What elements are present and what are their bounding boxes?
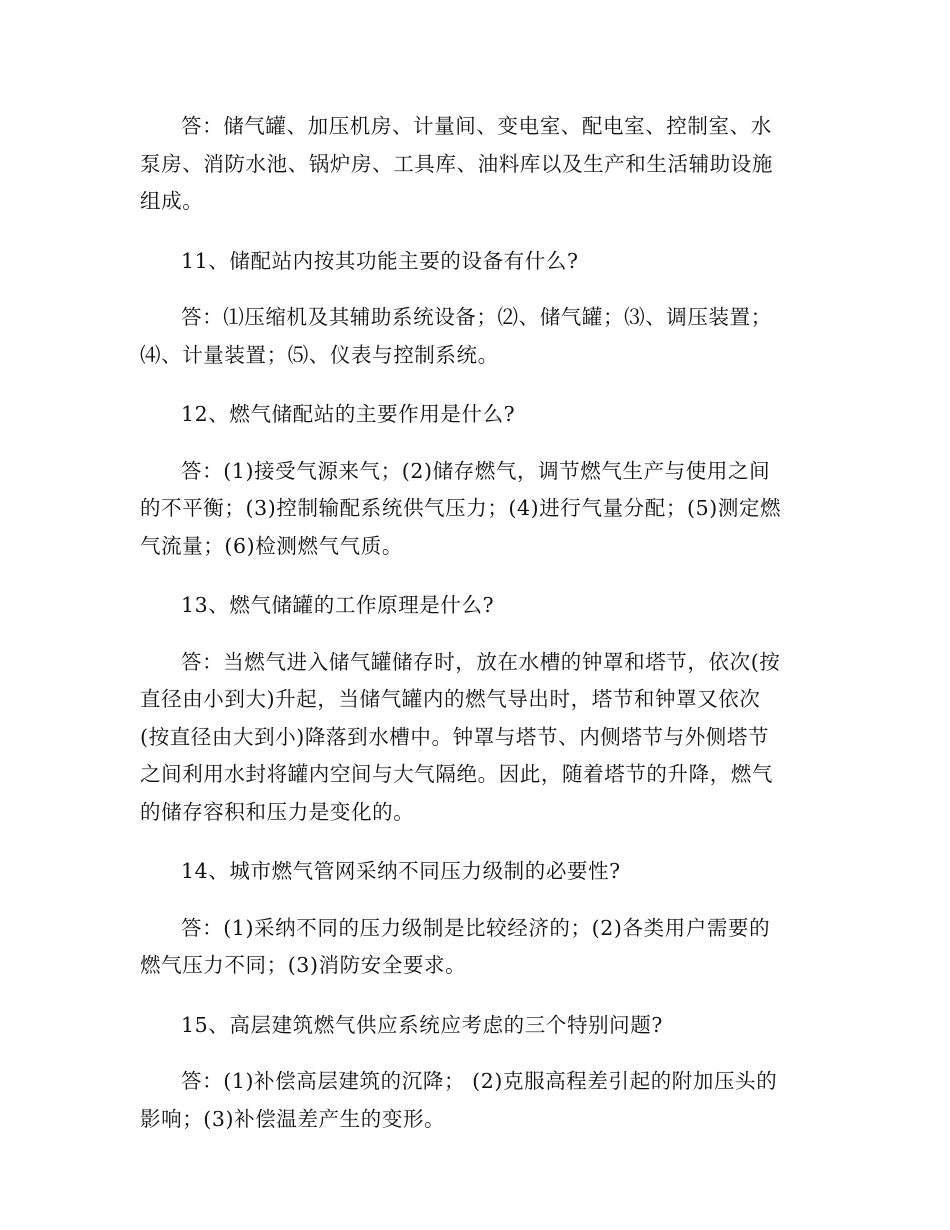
answer-paragraph: [140, 910, 808, 985]
text-line: 答：(1)采纳不同的压力级制是比较经济的；(2)各类用户需要的: [181, 915, 771, 940]
question-paragraph: [140, 853, 808, 891]
text-line: 答：(1)接受气源来气；(2)储存燃气，调节燃气生产与使用之间: [181, 458, 771, 483]
text-line: 的不平衡；(3)控制输配系统供气压力；(4)进行气量分配；(5)测定燃: [140, 496, 782, 520]
question-paragraph: [140, 243, 808, 281]
text-line: 14、城市燃气管网采纳不同压力级制的必要性?: [181, 859, 621, 883]
text-line: 12、燃气储配站的主要作用是什么?: [181, 402, 516, 426]
question-paragraph: [140, 1007, 808, 1045]
text-line: 组成。: [140, 189, 204, 213]
text-line: 燃气压力不同；(3)消防安全要求。: [140, 953, 467, 977]
text-line: 影响；(3)补偿温差产生的变形。: [140, 1106, 446, 1131]
question-paragraph: [140, 396, 808, 434]
document-body: [140, 108, 808, 1160]
text-line: 之间利用水封将罐内空间与大气隔绝。因此，随着塔节的升降，燃气: [140, 762, 773, 786]
text-line: (按直径由大到小)降落到水槽中。钟罩与塔节、内侧塔节与外侧塔节: [140, 724, 770, 749]
text-line: 答：储气罐、加压机房、计量间、变电室、配电室、控制室、水: [181, 114, 772, 138]
answer-paragraph: [140, 453, 808, 566]
answer-paragraph: [140, 108, 808, 221]
text-line: 13、燃气储罐的工作原理是什么?: [181, 593, 495, 617]
text-line: 泵房、消防水池、锅炉房、工具库、油料库以及生产和生活辅助设施: [140, 151, 773, 176]
text-line: 答：⑴压缩机及其辅助系统设备；⑵、储气罐；⑶、调压装置；: [181, 305, 772, 329]
text-line: 的储存容积和压力是变化的。: [140, 799, 415, 824]
text-line: 直径由小到大)升起，当储气罐内的燃气导出时，塔节和钟罩又依次: [140, 687, 761, 711]
text-line: 15、高层建筑燃气供应系统应考虑的三个特别问题?: [181, 1012, 663, 1037]
text-line: 答：当燃气进入储气罐储存时，放在水槽的钟罩和塔节，依次(按: [181, 649, 781, 674]
question-paragraph: [140, 587, 808, 625]
text-line: 气流量；(6)检测燃气气质。: [140, 533, 403, 558]
answer-paragraph: [140, 299, 808, 374]
text-line: ⑷、计量装置；⑸、仪表与控制系统。: [140, 342, 499, 367]
text-line: 答：(1)补偿高层建筑的沉降； (2)克服高程差引起的附加压头的: [181, 1069, 778, 1093]
answer-paragraph: [140, 644, 808, 832]
answer-paragraph: [140, 1063, 808, 1138]
text-line: 11、储配站内按其功能主要的设备有什么?: [181, 248, 579, 273]
